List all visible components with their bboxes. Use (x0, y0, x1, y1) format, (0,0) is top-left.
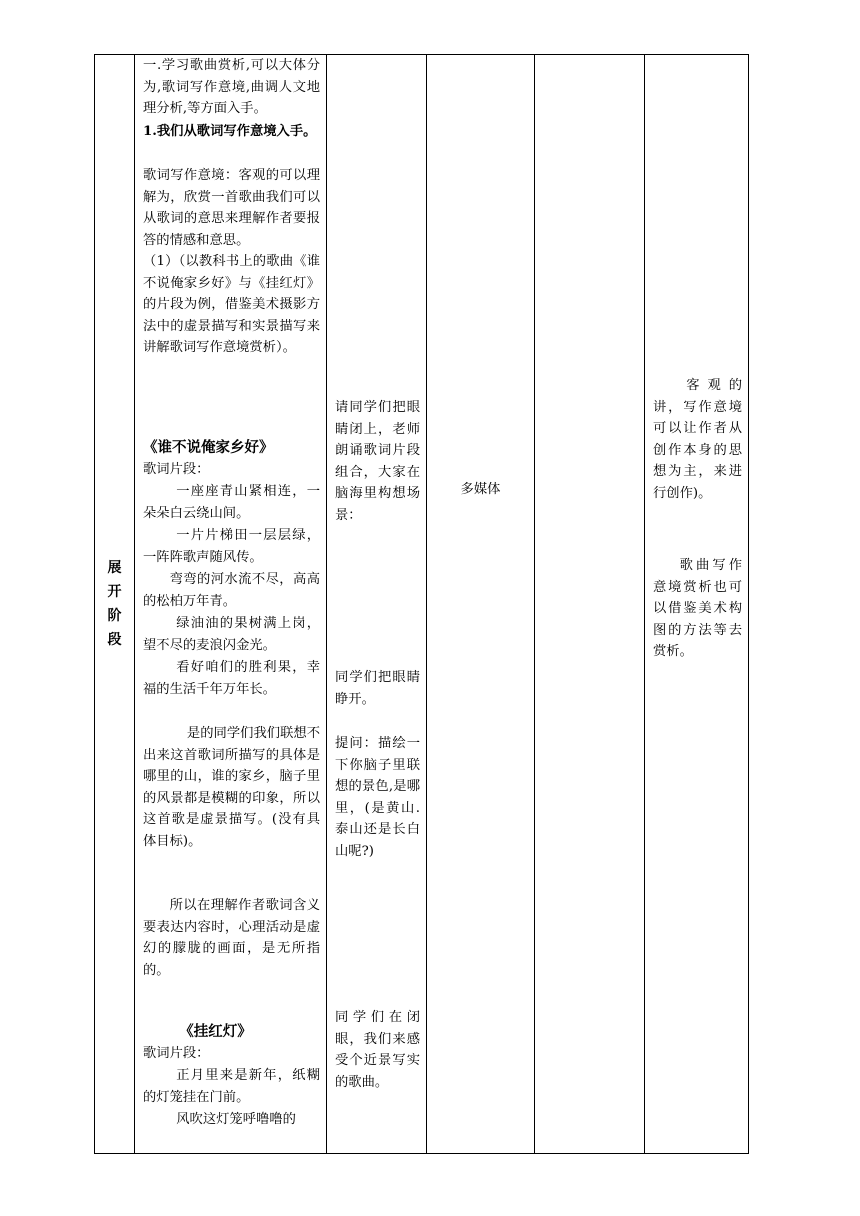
activity-text: 同学们在闭眼，我们来感受个近景写实的歌曲。 (335, 1010, 420, 1090)
song1-title: 《谁不说俺家乡好》 (143, 439, 274, 456)
lyric-line: 一片片梯田一层层绿，一阵阵歌声随风传。 (143, 528, 320, 565)
intro-text: 一.学习歌曲赏析,可以大体分为,歌词写作意境,曲调人文地理分析,等方面入手。 (143, 58, 320, 116)
example-text: （1）（以教科书上的歌曲《谁不说俺家乡好》与《挂红灯》的片段为例，借鉴美术摄影方法中的虚景描写和实景描写来讲解歌词写作意境赏析）。 (143, 254, 320, 355)
activity-cell (327, 55, 427, 1154)
media-label: 多媒体 (460, 482, 501, 497)
stage-char: 开 (107, 584, 122, 600)
activity-text: 请同学们把眼睛闭上，老师朗诵歌词片段组合，大家在脑海里构想场景： (335, 400, 420, 523)
stage-char: 阶 (107, 608, 122, 624)
analysis-text: 所以在理解作者歌词含义要表达内容时，心理活动是虚幻的朦胧的画面，是无所指的。 (143, 898, 320, 978)
stage-char: 段 (107, 632, 122, 648)
song2-title: 《挂红灯》 (179, 1023, 252, 1040)
analysis-text: 是的同学们我们联想不出来这首歌词所描写的具体是哪里的山，谁的家乡，脑子里的风景都是模糊的印象，所以这首歌是虚景描写。(没有具体目标)。 (143, 726, 320, 849)
lyric-line: 一座座青山紧相连，一朵朵白云绕山间。 (143, 484, 320, 521)
content-cell (135, 55, 327, 1154)
song1-label: 歌词片段： (143, 462, 210, 477)
stage-char: 展 (107, 560, 122, 576)
lyric-line: 正月里来是新年，纸糊的灯笼挂在门前。 (143, 1068, 320, 1105)
media-cell (427, 55, 535, 1154)
stage-cell (95, 55, 135, 1154)
lyric-line: 绿油油的果树满上岗，望不尽的麦浪闪金光。 (143, 616, 320, 653)
lyric-line: 弯弯的河水流不尽，高高的松柏万年青。 (143, 572, 320, 609)
lyric-line: 看好咱们的胜利果，幸福的生活千年万年长。 (143, 660, 320, 697)
note-text: 歌曲写作意境赏析也可以借鉴美术构图的方法等去赏析。 (653, 558, 742, 659)
activity-text: 同学们把眼睛睁开。 (335, 670, 420, 707)
note-text: 客观的讲，写作意境可以让作者从创作本身的思想为主，来进行创作)。 (653, 378, 742, 501)
empty-cell (535, 55, 645, 1154)
lyric-line: 风吹这灯笼呼噜噜的 (176, 1112, 296, 1127)
lesson-plan-table (94, 54, 749, 1154)
section-heading: 1.我们从歌词写作意境入手。 (143, 124, 317, 139)
table-row (95, 55, 749, 1154)
note-cell (645, 55, 749, 1154)
activity-text: 提问：描绘一下你脑子里联想的景色,是哪里，(是黄山.泰山还是长白山呢?) (335, 736, 420, 859)
song2-label: 歌词片段： (143, 1046, 210, 1061)
definition-text: 歌词写作意境：客观的可以理解为，欣赏一首歌曲我们可以从歌词的意思来理解作者要报答的情感和意思。 (143, 168, 320, 248)
